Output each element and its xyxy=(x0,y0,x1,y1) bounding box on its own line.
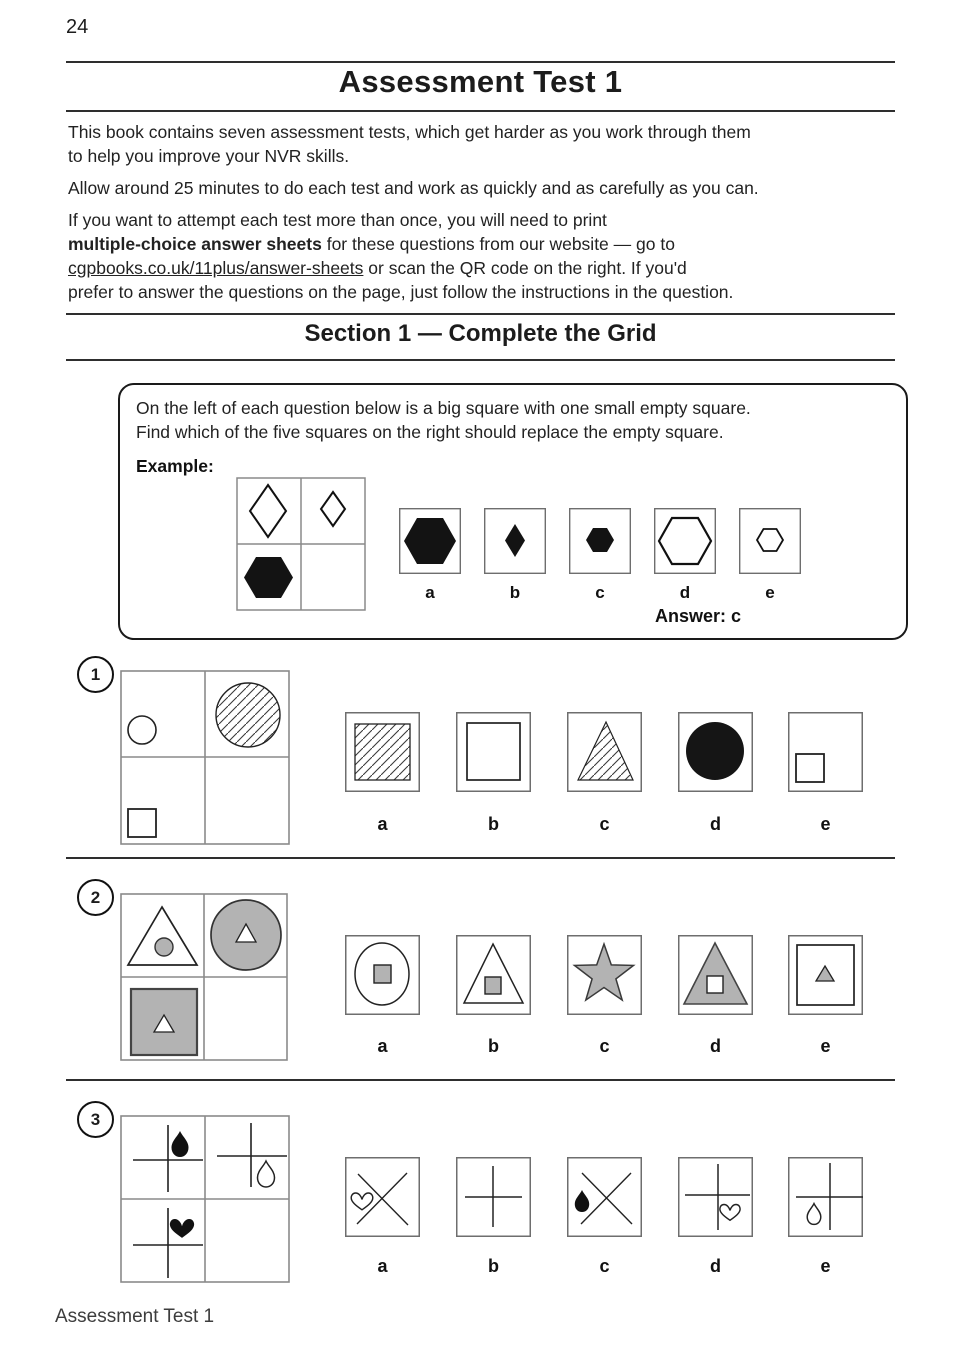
example-option-c[interactable] xyxy=(569,508,631,574)
divider-above-section xyxy=(66,313,895,315)
option-label: a xyxy=(377,814,388,834)
instruction-line: Find which of the five squares on the right should replace the empty square. xyxy=(136,422,724,442)
text-line xyxy=(68,208,898,232)
text-line xyxy=(68,232,898,256)
text-segment: If you want to attempt each test more than once, you will need to print xyxy=(68,210,607,230)
q3-option-c[interactable] xyxy=(567,1157,642,1237)
q1-option-b[interactable] xyxy=(456,712,531,792)
q1-option-e[interactable] xyxy=(788,712,863,792)
option-label: b xyxy=(488,814,499,834)
option-label: d xyxy=(710,1256,721,1276)
section-title: Section 1 — Complete the Grid xyxy=(304,320,657,347)
text-line: This book contains seven assessment tests, which get harder as you work through them xyxy=(68,122,751,142)
q1-option-c[interactable] xyxy=(567,712,642,792)
q2-option-e[interactable] xyxy=(788,935,863,1015)
text-segment: or scan the QR code on the right. If you'd xyxy=(363,258,687,278)
example-option-d[interactable] xyxy=(654,508,716,574)
option-label: d xyxy=(710,814,721,834)
option-box xyxy=(679,1158,753,1237)
question-number: 1 xyxy=(77,656,114,693)
intro-paragraph-3 xyxy=(68,208,898,304)
option-label: c xyxy=(599,814,610,834)
small-hexagon-outline-shape xyxy=(757,529,783,551)
intro-paragraph-2 xyxy=(68,176,898,200)
question-2-grid xyxy=(120,893,288,1061)
instruction-line: On the left of each question below is a big square with one small empty square. xyxy=(136,398,751,418)
option-label: d xyxy=(679,583,691,602)
option-label: b xyxy=(488,1256,499,1276)
divider-under-title xyxy=(66,110,895,112)
large-hatched-circle-shape xyxy=(216,683,280,747)
small-grey-circle-shape xyxy=(155,938,173,956)
question-1-grid xyxy=(120,670,290,845)
q2-option-b[interactable] xyxy=(456,935,531,1015)
q1-option-d[interactable] xyxy=(678,712,753,792)
text-segment: for these questions from our website — go to xyxy=(321,234,675,254)
q3-option-a[interactable] xyxy=(345,1157,420,1237)
question-number: 3 xyxy=(77,1101,114,1138)
bold-text: multiple-choice answer sheets xyxy=(68,234,322,254)
small-grey-square-shape xyxy=(485,977,501,994)
question-separator xyxy=(66,857,895,859)
small-white-square-shape xyxy=(707,976,723,993)
option-label: c xyxy=(599,1036,610,1056)
divider-below-section xyxy=(66,359,895,361)
option-label: a xyxy=(425,583,435,602)
question-number: 2 xyxy=(77,879,114,916)
text-segment: prefer to answer the questions on the page, just follow the instructions in the question. xyxy=(68,282,734,302)
option-label: e xyxy=(820,814,831,834)
intro-paragraph-1 xyxy=(68,120,898,168)
option-label: b xyxy=(488,1036,499,1056)
question-separator xyxy=(66,1079,895,1081)
option-box xyxy=(789,713,863,792)
option-label: a xyxy=(377,1036,388,1056)
example-grid xyxy=(236,477,366,611)
option-label: c xyxy=(595,583,605,602)
small-grey-square-shape xyxy=(374,965,391,983)
option-label: b xyxy=(509,583,521,602)
page-title: Assessment Test 1 xyxy=(338,64,623,99)
option-label: d xyxy=(710,1036,721,1056)
q2-option-c[interactable] xyxy=(567,935,642,1015)
example-label: Example: xyxy=(136,456,214,476)
example-option-a[interactable] xyxy=(399,508,461,574)
example-option-b[interactable] xyxy=(484,508,546,574)
q3-option-b[interactable] xyxy=(456,1157,531,1237)
text-line: to help you improve your NVR skills. xyxy=(68,146,350,166)
large-filled-circle-shape xyxy=(686,722,744,780)
question-3-grid xyxy=(120,1115,290,1283)
text-line xyxy=(68,256,898,280)
q1-option-a[interactable] xyxy=(345,712,420,792)
page-number: 24 xyxy=(66,16,89,38)
option-label: e xyxy=(820,1036,831,1056)
q2-option-a[interactable] xyxy=(345,935,420,1015)
divider-top xyxy=(66,61,895,63)
option-label: a xyxy=(377,1256,388,1276)
q3-option-e[interactable] xyxy=(788,1157,863,1237)
footer-title: Assessment Test 1 xyxy=(55,1306,215,1327)
example-answer: Answer: c xyxy=(655,606,742,626)
option-label: c xyxy=(599,1256,610,1276)
answer-sheets-link[interactable]: cgpbooks.co.uk/11plus/answer-sheets xyxy=(68,258,364,278)
example-option-e[interactable] xyxy=(739,508,801,574)
q3-option-d[interactable] xyxy=(678,1157,753,1237)
text-line xyxy=(68,280,898,304)
q2-option-d[interactable] xyxy=(678,935,753,1015)
option-label: e xyxy=(820,1256,831,1276)
option-label: e xyxy=(765,583,775,602)
hatched-square-shape xyxy=(355,724,410,780)
text-line: Allow around 25 minutes to do each test and work as quickly and as carefully as you can. xyxy=(68,178,759,198)
